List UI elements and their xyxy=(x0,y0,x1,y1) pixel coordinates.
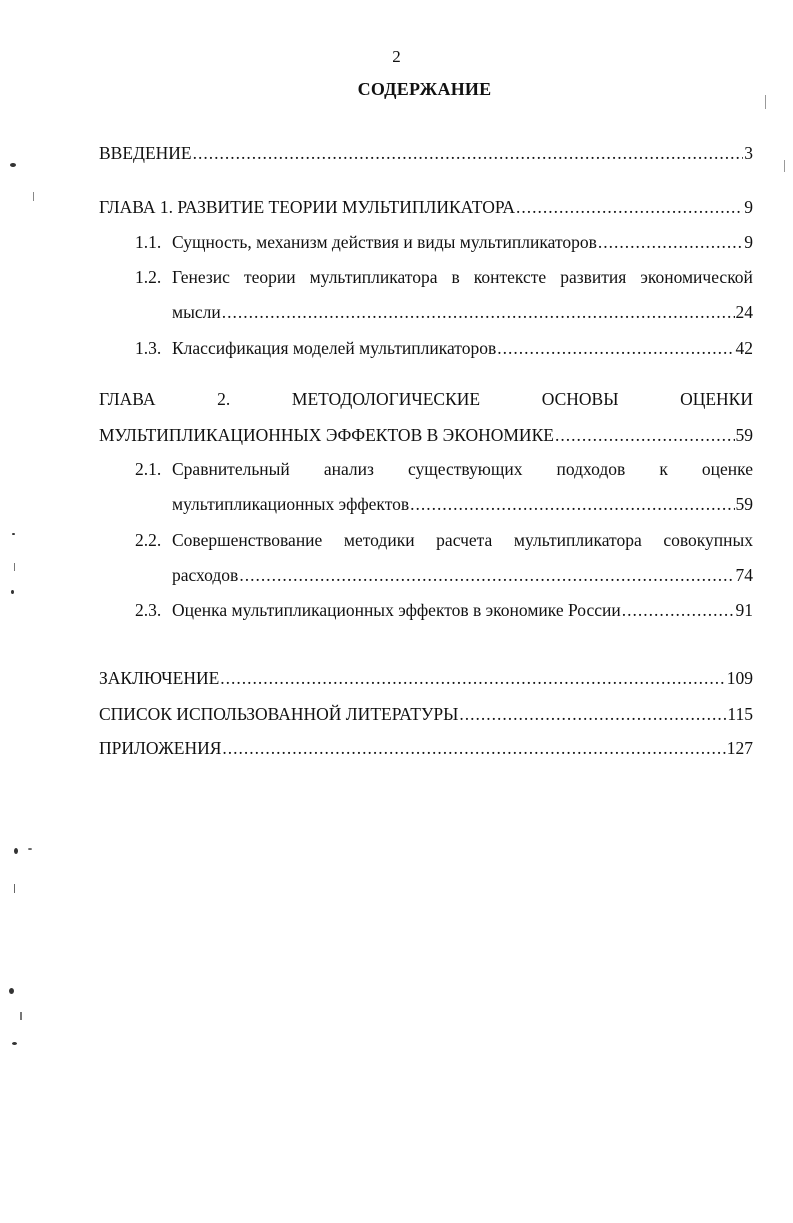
scan-artifact xyxy=(9,988,14,994)
toc-entry-page: 91 xyxy=(735,600,753,620)
title-word: Генезис xyxy=(172,267,230,287)
title-word: Совершенствование xyxy=(172,530,323,550)
title-word: ГЛАВА xyxy=(99,389,156,409)
scan-artifact xyxy=(14,848,18,854)
dot-leader xyxy=(598,231,743,253)
toc-entry-title: СПИСОК ИСПОЛЬЗОВАННОЙ ЛИТЕРАТУРЫ xyxy=(99,704,459,724)
toc-entry-title: мысли xyxy=(172,302,221,322)
toc-entry-section-2-1-line2[interactable] xyxy=(172,493,753,515)
toc-entry-page: 115 xyxy=(727,704,753,724)
title-word: экономической xyxy=(640,267,753,287)
scan-artifact xyxy=(765,95,766,109)
toc-entry-intro[interactable] xyxy=(99,142,753,164)
toc-entry-title: расходов xyxy=(172,565,239,585)
toc-entry-section-1-2-line1[interactable] xyxy=(172,266,753,288)
title-word: ОЦЕНКИ xyxy=(680,389,753,409)
toc-entry-section-2-3[interactable] xyxy=(172,599,753,621)
scan-artifact xyxy=(11,590,14,594)
scan-artifact xyxy=(14,884,15,893)
toc-entry-section-1-1[interactable] xyxy=(172,231,753,253)
toc-entry-section-2-1-line1[interactable] xyxy=(172,458,753,480)
title-word: существующих xyxy=(407,459,523,479)
toc-entry-section-2-2-line2[interactable] xyxy=(172,564,753,586)
dot-leader xyxy=(193,142,744,164)
title-word: мультипликатора xyxy=(513,530,642,550)
toc-entry-page: 59 xyxy=(735,494,753,514)
title-word: 2. xyxy=(217,389,231,409)
title-word: мультипликатора xyxy=(309,267,438,287)
toc-entry-section-1-3[interactable] xyxy=(172,337,753,359)
toc-entry-page: 74 xyxy=(735,565,753,585)
title-word: ОСНОВЫ xyxy=(541,389,619,409)
title-word: к xyxy=(659,459,668,479)
scan-artifact xyxy=(20,1012,22,1020)
toc-entry-title: ЗАКЛЮЧЕНИЕ xyxy=(99,668,220,688)
scan-artifact xyxy=(14,563,15,571)
page-title: СОДЕРЖАНИЕ xyxy=(357,79,492,99)
page-number: 2 xyxy=(392,47,401,66)
dot-leader xyxy=(410,493,734,515)
toc-entry-page: 9 xyxy=(744,232,753,252)
toc-entry-page: 42 xyxy=(735,338,753,358)
title-word: в xyxy=(451,267,460,287)
toc-entry-page: 9 xyxy=(744,197,753,217)
scan-artifact xyxy=(784,160,785,172)
scan-artifact xyxy=(12,533,15,535)
dot-leader xyxy=(222,737,725,759)
toc-entry-page: 3 xyxy=(744,143,753,163)
dot-leader xyxy=(222,301,735,323)
title-word: теории xyxy=(243,267,296,287)
title-word: оценке xyxy=(701,459,753,479)
section-number: 1.3. xyxy=(135,338,162,358)
dot-leader xyxy=(459,703,726,725)
section-number: 2.3. xyxy=(135,600,162,620)
toc-entry-chapter-2-line2[interactable] xyxy=(99,424,753,446)
title-word: МЕТОДОЛОГИЧЕСКИЕ xyxy=(291,389,481,409)
title-word: расчета xyxy=(436,530,493,550)
toc-entry-section-1-2-line2[interactable] xyxy=(172,301,753,323)
section-number: 2.1. xyxy=(135,459,162,479)
toc-entry-page: 59 xyxy=(735,425,753,445)
dot-leader xyxy=(220,667,725,689)
toc-entry-section-2-2-line1[interactable] xyxy=(172,529,753,551)
scan-artifact xyxy=(10,163,16,167)
toc-entry-appendices[interactable] xyxy=(99,737,753,759)
dot-leader xyxy=(497,337,734,359)
toc-entry-title: ГЛАВА 1. РАЗВИТИЕ ТЕОРИИ МУЛЬТИПЛИКАТОРА xyxy=(99,197,516,217)
toc-entry-chapter-1[interactable] xyxy=(99,196,753,218)
title-word: Сравнительный xyxy=(172,459,290,479)
toc-entry-references[interactable] xyxy=(99,703,753,725)
title-word: развития xyxy=(560,267,627,287)
toc-entry-title: МУЛЬТИПЛИКАЦИОННЫХ ЭФФЕКТОВ В ЭКОНОМИКЕ xyxy=(99,425,554,445)
toc-entry-page: 24 xyxy=(735,302,753,322)
title-word: совокупных xyxy=(663,530,753,550)
dot-leader xyxy=(622,599,735,621)
toc-entry-conclusion[interactable] xyxy=(99,667,753,689)
title-word: методики xyxy=(343,530,415,550)
toc-entry-title: Оценка мультипликационных эффектов в экономике России xyxy=(172,600,621,620)
title-word: анализ xyxy=(323,459,374,479)
scan-artifact xyxy=(28,848,32,850)
dot-leader xyxy=(555,424,735,446)
scan-artifact xyxy=(12,1042,17,1045)
title-word: контексте xyxy=(473,267,547,287)
section-number: 1.1. xyxy=(135,232,162,252)
toc-entry-title: Классификация моделей мультипликаторов xyxy=(172,338,497,358)
toc-entry-title: ВВЕДЕНИЕ xyxy=(99,143,192,163)
dot-leader xyxy=(516,196,743,218)
title-word: подходов xyxy=(556,459,626,479)
toc-entry-page: 109 xyxy=(726,668,753,688)
toc-entry-title: мультипликационных эффектов xyxy=(172,494,410,514)
toc-entry-title: Сущность, механизм действия и виды мультипликаторов xyxy=(172,232,597,252)
dot-leader xyxy=(239,564,734,586)
scan-artifact xyxy=(33,192,34,201)
toc-entry-page: 127 xyxy=(726,738,753,758)
section-number: 1.2. xyxy=(135,267,162,287)
toc-entry-title: ПРИЛОЖЕНИЯ xyxy=(99,738,222,758)
section-number: 2.2. xyxy=(135,530,162,550)
toc-entry-chapter-2-line1[interactable] xyxy=(99,388,753,410)
